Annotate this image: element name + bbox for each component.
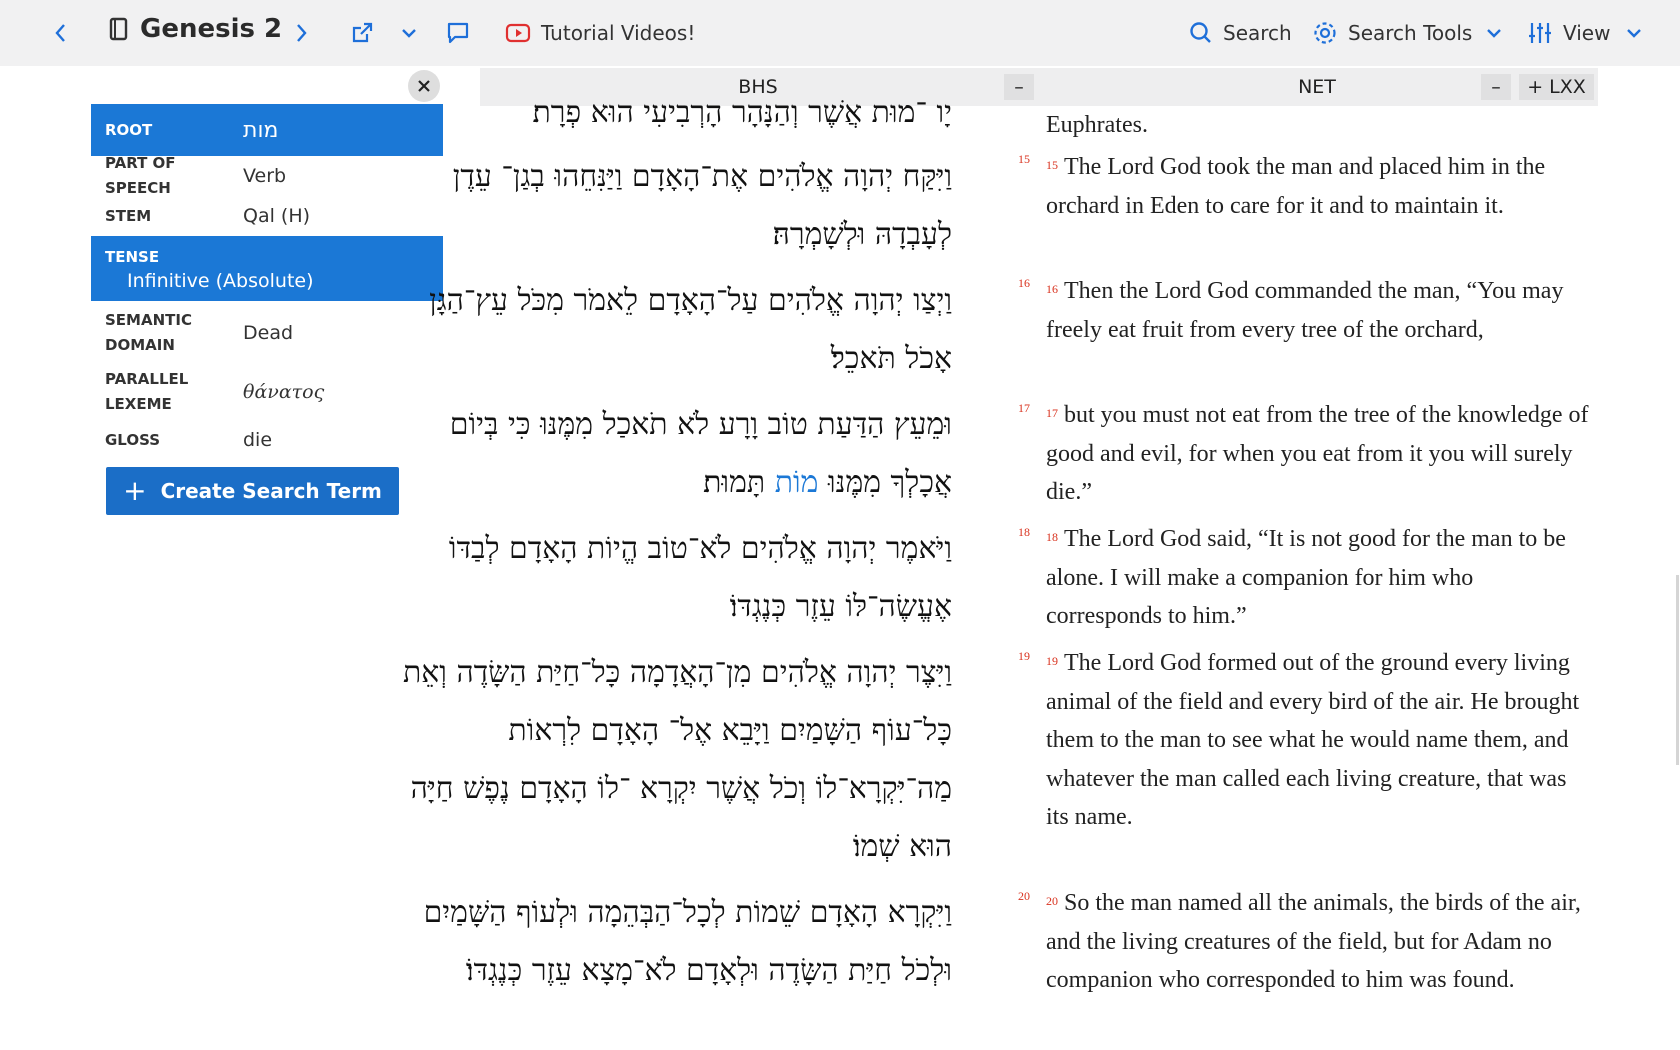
stem-label: STEM: [105, 206, 152, 225]
bhs-label: BHS: [738, 76, 778, 98]
hebrew-verse-15[interactable]: וַיִּקַּח יְהוָה אֱלֹהִים אֶת־הָאָדָם וַיַּנִּחֵהוּ בְגַן־ עֵדֶן לְעָבְדָהּ וּלְשָׁמְרָהּ׃: [452, 159, 952, 252]
root-row: [91, 104, 443, 156]
verse-text: So the man named all the animals, the birds of the air, and the living creatures of the field, but for Adam no companion who corresponded to him was found.: [1046, 890, 1581, 993]
tense-value[interactable]: Infinitive (Absolute): [127, 270, 314, 292]
verse-text: The Lord God took the man and placed him in the orchard in Eden to care for it and to maintain it.: [1046, 154, 1546, 219]
verse-number: 19: [1046, 654, 1058, 668]
stem-value[interactable]: Qal (H): [243, 205, 311, 227]
add-lxx-button[interactable]: [1519, 74, 1594, 100]
comment-icon[interactable]: [445, 20, 471, 46]
gloss-row: [91, 424, 443, 456]
chevron-down-icon: [1624, 20, 1644, 46]
chevron-down-icon: [1484, 20, 1504, 46]
parallel-lexeme-value[interactable]: θάνατος: [243, 381, 325, 403]
semantic-domain-row: [91, 307, 443, 359]
selected-word[interactable]: מוֹת: [774, 465, 819, 500]
add-lxx-label: + LXX: [1527, 76, 1586, 98]
part-of-speech-value[interactable]: Verb: [243, 165, 287, 187]
english-verse-19[interactable]: [1046, 644, 1594, 837]
tutorial-videos-button[interactable]: [505, 20, 695, 46]
verse-number: 17: [1018, 401, 1030, 415]
search-icon: [1189, 20, 1213, 46]
english-verse-20[interactable]: [1046, 884, 1594, 1000]
parallel-text-area: [402, 95, 1600, 1050]
net-column-header[interactable]: [1036, 68, 1598, 106]
part-of-speech-label: PART OF SPEECH: [105, 154, 176, 197]
chevron-down-icon[interactable]: [398, 20, 420, 46]
verse-number: 19: [1018, 649, 1030, 663]
plus-icon: +: [123, 474, 147, 507]
search-tools-button[interactable]: [1312, 20, 1504, 46]
gear-icon: [1312, 20, 1338, 46]
english-verse-15[interactable]: [1046, 148, 1594, 225]
bhs-remove-button[interactable]: [1004, 74, 1034, 100]
gloss-label: GLOSS: [105, 430, 161, 449]
view-label: View: [1563, 21, 1611, 45]
hebrew-verse-18[interactable]: וַיֹּאמֶר יְהוָה אֱלֹהִים לֹא־טוֹב הֱיוֹת הָאָדָם לְבַדּוֹ אֶעֱשֶׂה־לּוֹ עֵזֶר כְּנֶגְדּוֹ׃: [448, 531, 952, 624]
hebrew-verse-20[interactable]: וַיִּקְרָא הָאָדָם שֵׁמוֹת לְכָל־הַבְּהֵמָה וּלְעוֹף הַשָּׁמַיִם וּלְכֹל חַיַּת הַשָּׂדֶה וּלְאָדָם לֹא־מָצָא עֵזֶר כְּנֶגְדּוֹ׃: [423, 895, 952, 988]
verse-number: 16: [1018, 276, 1030, 290]
net-label: NET: [1298, 76, 1336, 98]
external-link-icon[interactable]: [350, 20, 374, 46]
search-button[interactable]: [1189, 20, 1292, 46]
parallel-lexeme-row: [91, 366, 443, 418]
verse-number: 15: [1046, 158, 1058, 172]
page-title[interactable]: [108, 14, 282, 44]
gloss-value[interactable]: die: [243, 429, 273, 451]
minus-icon: –: [1491, 76, 1501, 98]
verse-number: 17: [1046, 406, 1058, 420]
root-value[interactable]: מות: [243, 117, 279, 143]
search-label: Search: [1223, 21, 1292, 45]
verse-text: but you must not eat from the tree of the knowledge of good and evil, for when you eat from it you will surely die.”: [1046, 402, 1589, 505]
verse-number: 15: [1018, 152, 1030, 166]
title-text: Genesis 2: [140, 14, 283, 44]
verse-number: 20: [1018, 889, 1030, 903]
semantic-domain-label: SEMANTIC DOMAIN: [105, 311, 192, 354]
verse-text: וּמֵעֵץ הַדַּעַת טוֹב וָרָע לֹא תֹאכַל מִמֶּנּוּ כִּי בְּיוֹם אֲכָלְךָ מִמֶּנּוּ: [449, 407, 952, 500]
top-toolbar: [0, 0, 1680, 66]
english-verse-17[interactable]: [1046, 396, 1594, 512]
chevron-right-icon[interactable]: [290, 20, 312, 46]
verse-number: 20: [1046, 894, 1058, 908]
search-tools-label: Search Tools: [1348, 21, 1473, 45]
scrollbar-thumb[interactable]: [1676, 575, 1679, 765]
root-label: ROOT: [105, 120, 153, 139]
verse-number: 16: [1046, 282, 1058, 296]
verse-text: Then the Lord God commanded the man, “You may freely eat fruit from every tree of the orchard,: [1046, 278, 1564, 343]
hebrew-partial-line: יָו ־מוּת אֲשֶׁר וְהַנָּהָר הָרְבִיעִי הוּא פְרָת׃: [532, 95, 952, 130]
tutorial-label: Tutorial Videos!: [541, 21, 696, 45]
part-of-speech-row: [91, 154, 443, 197]
chevron-left-icon[interactable]: [50, 20, 72, 46]
net-remove-button[interactable]: [1481, 74, 1511, 100]
verse-text: The Lord God formed out of the ground every living animal of the field and every bird of the air. He brought them to the man to see what he would name them, and whatever the man called each living creature, that was its name.: [1046, 650, 1580, 830]
tense-label: TENSE: [105, 248, 160, 266]
english-verse-16[interactable]: [1046, 272, 1594, 349]
english-partial-line: Euphrates.: [1046, 112, 1148, 138]
youtube-icon: [505, 20, 531, 46]
verse-text: The Lord God said, “It is not good for the man to be alone. I will make a companion for him who corresponds to him.”: [1046, 526, 1566, 629]
create-search-term-label: Create Search Term: [160, 479, 382, 503]
verse-number: 18: [1018, 525, 1030, 539]
hebrew-verse-19[interactable]: וַיִּצֶר יְהוָה אֱלֹהִים מִן־הָאֲדָמָה כָּל־חַיַּת הַשָּׂדֶה וְאֵת כָּל־עוֹף הַשָּׁמַיִם וַיָּבֵא אֶל־ הָאָדָם לִרְאוֹת מַה־יִּקְרָא־לוֹ וְכֹל אֲשֶׁר יִקְרָא ־לוֹ הָאָדָם נֶפֶשׁ חַיָּה הוּא שְׁמוֹ׃: [402, 655, 952, 864]
sliders-icon: [1527, 20, 1553, 46]
view-button[interactable]: [1527, 20, 1644, 46]
english-verse-18[interactable]: [1046, 520, 1594, 636]
book-icon: [108, 16, 130, 42]
semantic-domain-value[interactable]: Dead: [243, 322, 294, 344]
parallel-lexeme-label: PARALLEL LEXEME: [105, 370, 189, 413]
tense-row: [91, 236, 443, 301]
stem-row: [91, 200, 443, 232]
hebrew-verse-16[interactable]: וַיְצַו יְהוָה אֱלֹהִים עַל־הָאָדָם לֵאמֹר מִכֹּל עֵץ־הַגָּן אָכֹל תֹּאכֵל׃: [429, 283, 952, 376]
verse-number: 18: [1046, 530, 1058, 544]
hebrew-verse-17[interactable]: [397, 396, 952, 512]
create-search-term-button[interactable]: [106, 467, 399, 515]
minus-icon: –: [1014, 76, 1024, 98]
verse-text: תָּמוּת׃: [703, 465, 766, 500]
